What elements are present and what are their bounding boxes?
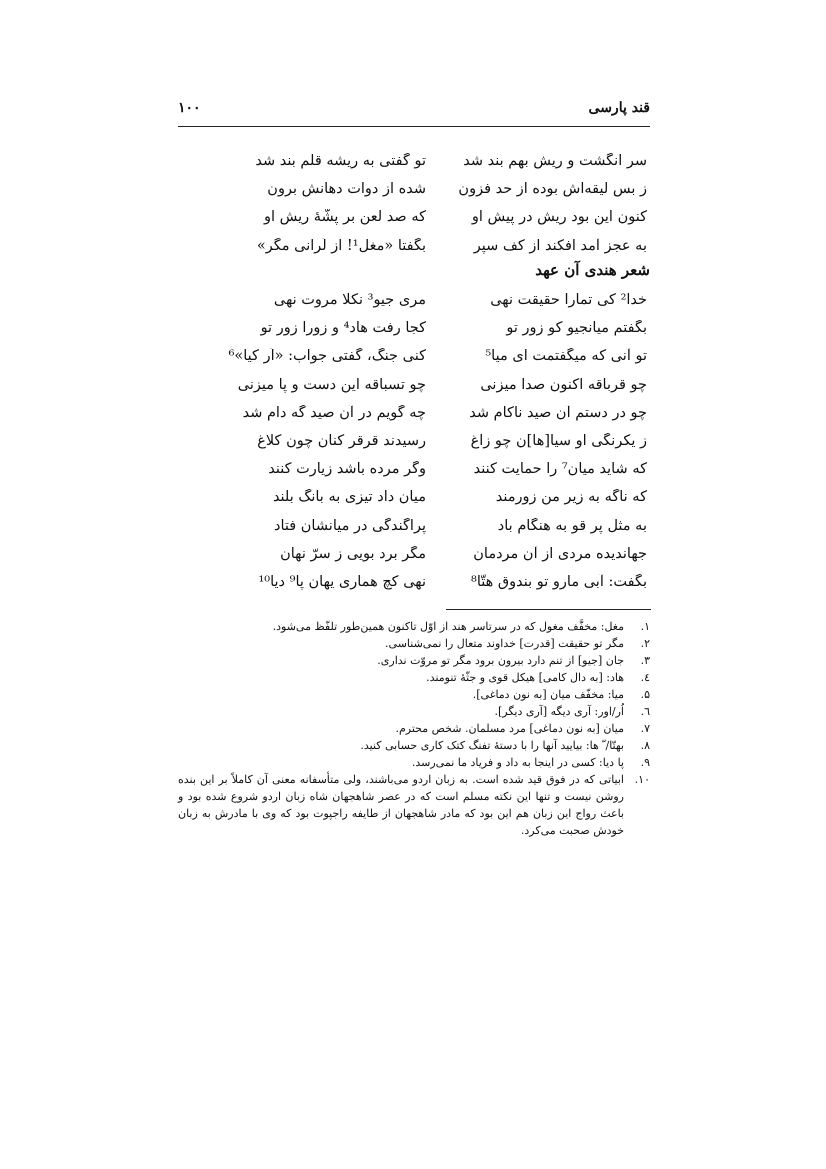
- verse-line: [205, 427, 651, 455]
- verse-line: [205, 483, 651, 511]
- footnote-item: [178, 771, 650, 839]
- footnote-text: میان [به نون دماغی] مرد مسلمان. شخص محترم.: [395, 722, 624, 735]
- verse-line: [205, 232, 651, 260]
- footnote-number: ۳.: [640, 654, 650, 667]
- second-hemistich: که صد لعن بر پشّهٔ ریش او: [263, 209, 426, 226]
- footnote-item: [178, 618, 650, 635]
- first-hemistich: که شاید میان⁷ را حمایت کنند: [473, 461, 647, 478]
- footnote-item: [178, 669, 650, 686]
- footnote-text: مگر تو حقیقت [قدرت] خداوند متعال را نمی‌شناسی.: [385, 637, 624, 650]
- footnote-text: میا: مخفّف میان [به نون دماغی].: [472, 688, 624, 701]
- first-hemistich: بگفت: آبی مارو تو بندوق هتّا⁸: [471, 573, 647, 590]
- page-number: ۱۰۰: [178, 100, 201, 116]
- first-hemistich: سر انگشت و ریش بهم بند شد: [463, 153, 647, 170]
- first-hemistich: به مثل پر قو به هنگام باد: [497, 517, 647, 534]
- first-hemistich: ز یکرنگی او سیا[ها]ن چو زاغ: [470, 433, 647, 450]
- footnote-text: بهتّا/ ّ ها: بیایید آنها را با دستهٔ تفنگ کتک کاری حسابی کنید.: [360, 739, 624, 752]
- verse-line: [205, 342, 651, 370]
- second-hemistich: بگفتا «مغل¹! از لُرانی مگر»: [256, 237, 426, 254]
- footnote-number: ٦.: [640, 705, 650, 718]
- first-hemistich: جهاندیده مردی از آن مردمان: [473, 545, 647, 562]
- second-hemistich: رسیدند قرقر کنان چون کلاغ: [257, 433, 426, 450]
- footnote-text: جان [جیو] از تنم دارد بیرون برود مگر تو مروّت نداری.: [377, 654, 624, 667]
- verse-line: [205, 203, 651, 231]
- second-hemistich: چه گویم در آن صید گه دام شد: [242, 404, 426, 421]
- first-hemistich: چو در دستم آن صید ناکام شد: [469, 404, 647, 421]
- footnote-text: ابیاتی که در فوق قید شده است. به زبان اردو می‌باشند، ولی متأسفانه معنی آن کاملاً بر این بنده روشن نیست و تنها این نکته مسلم است که در عصر شاهجهان شاه زبان اردو شروع شده بود و باعث رواج این زبان هم این بود که مادر شاهجهان از طایفه راجپوت بود که وی با مادرش به زبان خودش صحبت می‌کرد.: [178, 773, 624, 837]
- footnote-text: مغل: مخفَّف مغول که در سرتاسر هند از اوّل تاکنون همین‌طور تلفّظ می‌شود.: [272, 620, 624, 633]
- second-hemistich: وگر مرده باشد زیارت کنند: [268, 461, 426, 478]
- footnote-number: ٤.: [640, 671, 650, 684]
- footnote-divider: [446, 609, 651, 610]
- second-hemistich: کنی جنگ، گفتی جواب: «اُر کیا»⁶: [228, 348, 426, 365]
- footnote-number: ۷.: [640, 722, 650, 735]
- footnote-item: [178, 635, 650, 652]
- first-hemistich: کنون این بود ریش در پیش او: [471, 209, 647, 226]
- verse-line: [205, 371, 651, 399]
- footnote-item: [178, 703, 650, 720]
- second-hemistich: کجا رفت هاد⁴ و زورا زور تو: [260, 320, 426, 337]
- footnote-text: اُر/اور: آری دیگه [آری دیگر].: [494, 705, 624, 718]
- section-heading: شعر هندی آن عهد: [535, 261, 650, 279]
- footnote-text: هاد: [به دال کامی] هیکل قوی و جثّهٔ تنومند.: [426, 671, 624, 684]
- first-hemistich: تو آنی که میگفتمت ای میا⁵: [485, 348, 647, 365]
- verse-line: [205, 314, 651, 342]
- verse-line: [205, 286, 651, 314]
- verse-line: [205, 399, 651, 427]
- verse-line: [205, 147, 651, 175]
- footnote-item: [178, 720, 650, 737]
- footnote-item: [178, 686, 650, 703]
- second-hemistich: تو گفتی به ریشه قلم بند شد: [255, 153, 426, 170]
- first-hemistich: به عجز آمد افکند از کف سپر: [473, 237, 647, 254]
- first-hemistich: که ناگه به زیر من زورمند: [495, 489, 647, 506]
- first-hemistich: خدا² کی تمارا حقیقت نهی: [490, 292, 647, 309]
- second-hemistich: شده از دوات دهانش برون: [267, 181, 426, 198]
- header-title: قند پارسی: [588, 100, 650, 116]
- footnote-number: ۵.: [640, 688, 650, 701]
- poem-stanza-2: [205, 286, 651, 596]
- second-hemistich: پراگندگی در میانشان فتاد: [273, 517, 426, 534]
- second-hemistich: چو تسباقه این دست و پا میزنی: [237, 376, 426, 393]
- footnote-item: [178, 652, 650, 669]
- footnote-item: [178, 737, 650, 754]
- verse-line: [205, 512, 651, 540]
- first-hemistich: چو قرباقه اکنون صدا میزنی: [480, 376, 647, 393]
- second-hemistich: مگر برد بویی ز سرّ نهان: [280, 545, 426, 562]
- footnote-item: [178, 754, 650, 771]
- second-hemistich: نهی کچ هماری یهان پا⁹ دیا¹⁰: [258, 573, 426, 590]
- second-hemistich: میان داد تیزی به بانگ بلند: [272, 489, 426, 506]
- first-hemistich: بگفتم میانجیو کو زور تو: [506, 320, 647, 337]
- footnote-number: ۹.: [640, 756, 650, 769]
- footnote-text: پا دیا: کسی در اینجا به داد و فریاد ما نمی‌رسد.: [411, 756, 624, 769]
- running-header: [178, 100, 650, 127]
- footnote-number: ۱.: [640, 620, 650, 633]
- first-hemistich: ز بس لیقه‌اش بوده از حد فزون: [458, 181, 647, 198]
- footnote-number: ۸.: [640, 739, 650, 752]
- footnote-number: ۱۰.: [634, 773, 650, 786]
- verse-line: [205, 175, 651, 203]
- verse-line: [205, 568, 651, 596]
- footnotes: [178, 618, 650, 839]
- footnote-number: ۲.: [640, 637, 650, 650]
- verse-line: [205, 540, 651, 568]
- verse-line: [205, 455, 651, 483]
- second-hemistich: مری جیو³ نکلا مروت نهی: [273, 292, 426, 309]
- poem-stanza-1: [205, 147, 651, 260]
